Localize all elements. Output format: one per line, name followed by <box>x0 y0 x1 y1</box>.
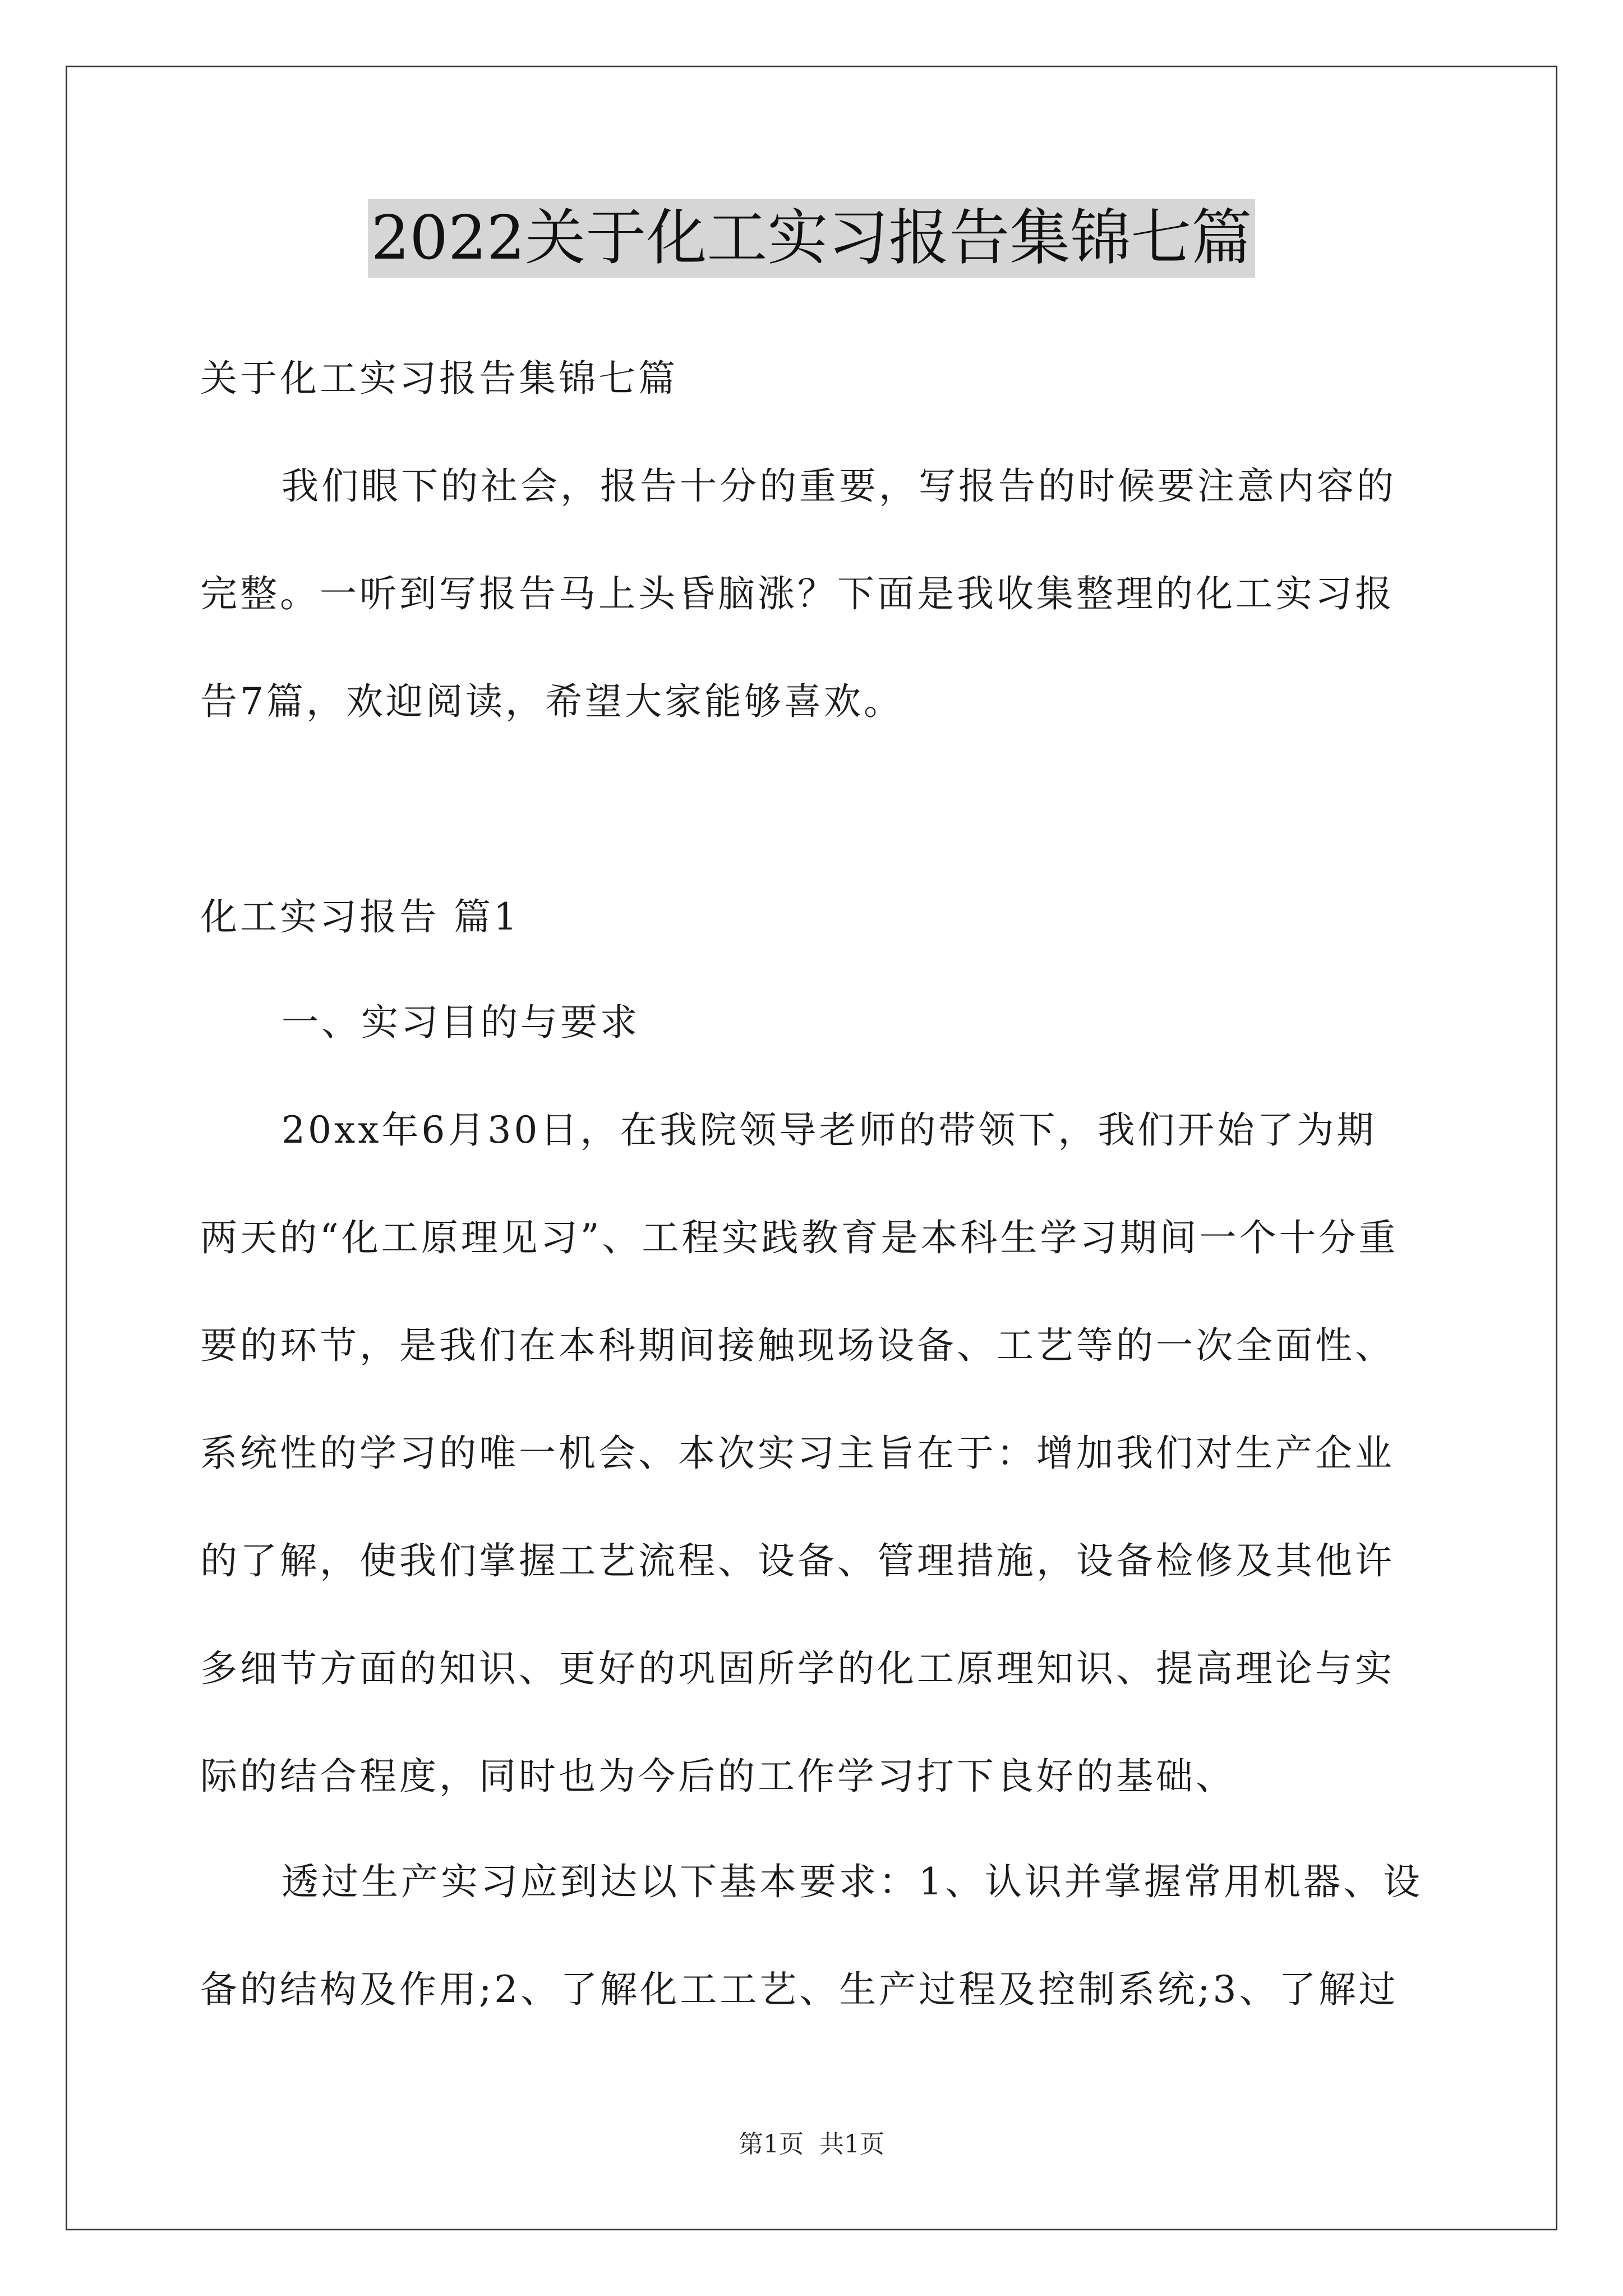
paragraph-line: 际的结合程度，同时也为今后的工作学习打下良好的基础、 <box>200 1755 1235 1798</box>
section-heading: 化工实习报告 篇1 <box>200 895 520 938</box>
document-title: 2022关于化工实习报告集锦七篇 <box>368 199 1256 278</box>
paragraph-line: 20xx年6月30日，在我院领导老师的带领下，我们开始了为期 <box>282 1108 1377 1152</box>
page-total: 共1页 <box>819 2130 884 2159</box>
page-number: 第1页 <box>739 2130 804 2159</box>
paragraph-line: 备的结构及作用;2、了解化工工艺、生产过程及控制系统;3、了解过 <box>200 1968 1399 2011</box>
paragraph-line: 透过生产实习应到达以下基本要求：1、认识并掌握常用机器、设 <box>282 1860 1423 1903</box>
subheading: 一、实习目的与要求 <box>282 1001 640 1044</box>
paragraph-line: 两天的“化工原理见习”、工程实践教育是本科生学习期间一个十分重 <box>200 1216 1399 1259</box>
intro-line: 我们眼下的社会，报告十分的重要，写报告的时候要注意内容的 <box>282 464 1396 508</box>
intro-line: 完整。一听到写报告马上头昏脑涨？下面是我收集整理的化工实习报 <box>200 572 1395 615</box>
paragraph-line: 的了解，使我们掌握工艺流程、设备、管理措施，设备检修及其他许 <box>200 1539 1395 1582</box>
paragraph-line: 要的环节，是我们在本科期间接触现场设备、工艺等的一次全面性、 <box>200 1324 1395 1367</box>
paragraph-line: 多细节方面的知识、更好的巩固所学的化工原理知识、提高理论与实 <box>200 1647 1395 1690</box>
paragraph-line: 系统性的学习的唯一机会、本次实习主旨在于：增加我们对生产企业 <box>200 1432 1395 1475</box>
document-subtitle: 关于化工实习报告集锦七篇 <box>200 357 678 400</box>
intro-line: 告7篇，欢迎阅读，希望大家能够喜欢。 <box>200 680 903 723</box>
title-container <box>0 199 1623 278</box>
page-footer <box>0 2129 1623 2160</box>
